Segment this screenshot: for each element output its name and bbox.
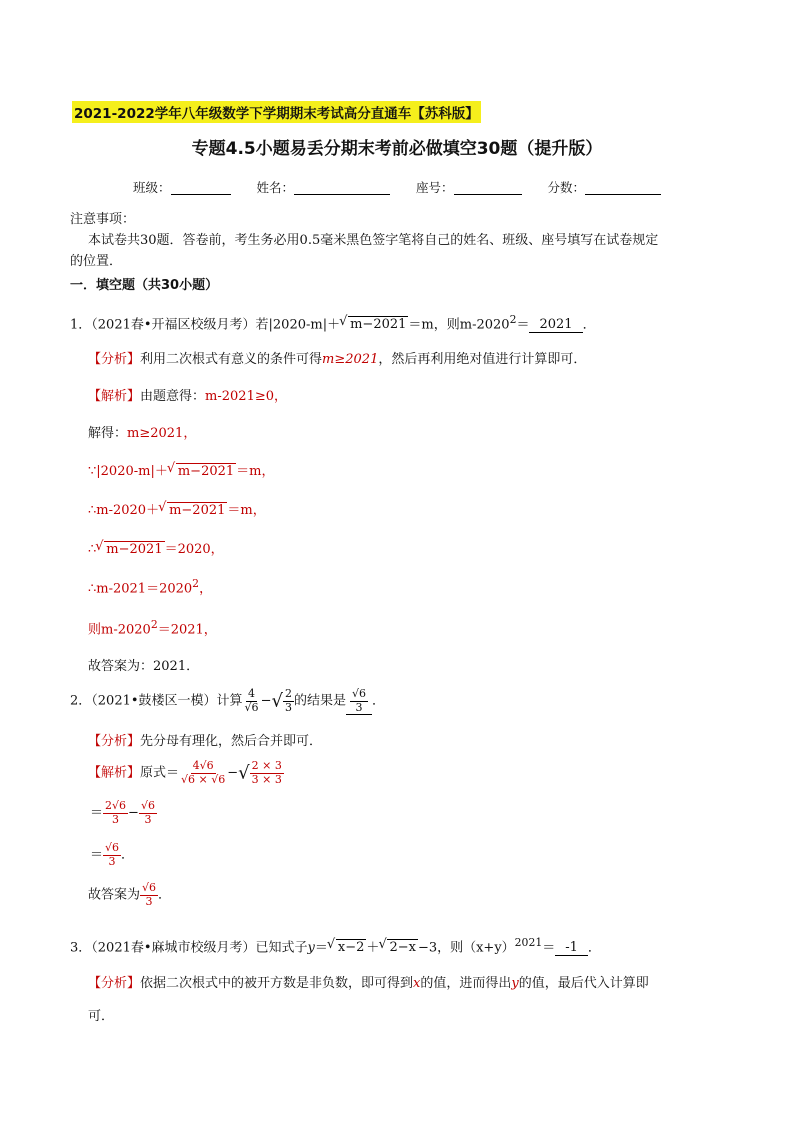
q2-num: 2． xyxy=(70,693,92,709)
q2-l3-num: √6 xyxy=(105,841,120,854)
q3-end: ． xyxy=(587,940,601,956)
q1-s5-radical: √ m−2021 xyxy=(104,541,164,557)
q1-s1: m-2021≥0， xyxy=(205,389,287,404)
page-title: 专题4.5小题易丢分期末考前必做填空30题（提升版） xyxy=(191,139,603,159)
q1-final: 故答案为：2021． xyxy=(88,659,200,674)
q2-frac2 xyxy=(283,688,294,714)
q2-r2-num: 2 × 3 xyxy=(251,759,282,772)
q1-s3-radical: √ m−2021 xyxy=(176,463,236,479)
seat-label: 座号： xyxy=(415,180,454,195)
notice-line1: 本试卷共30题．答卷前，考生务必用0.5毫米黑色签字笔将自己的姓名、班级、座号填写在试卷规定 xyxy=(88,233,659,248)
q1-step2 xyxy=(88,422,196,441)
q2-r2 xyxy=(250,760,284,786)
q2-end: ． xyxy=(371,693,385,709)
q2-l2b-den: 3 xyxy=(144,812,152,826)
q2-l2-num: 2√6 xyxy=(105,799,127,812)
q2-r-minus: − xyxy=(227,765,239,781)
q3-source: （2021春•麻城市校级月考）已知式子 xyxy=(91,940,308,956)
q2-l2b-num: √6 xyxy=(140,799,155,812)
q2-f2-num: 2 xyxy=(284,687,292,700)
q1-eq: ＝ xyxy=(516,317,530,333)
q2-r2-den: 3 × 3 xyxy=(251,772,282,786)
score-label: 分数： xyxy=(547,180,585,195)
q1-s5-pre: ∴ xyxy=(88,542,97,557)
q1-sup: 2 xyxy=(509,313,517,326)
q2-analysis xyxy=(88,730,322,749)
q2-solution-text: 原式＝ xyxy=(140,765,180,781)
q2-l3-den: 3 xyxy=(108,854,116,868)
q1-step6 xyxy=(88,577,212,596)
q1-solution-text: 由题意得： xyxy=(140,389,206,404)
q1-step7 xyxy=(88,618,217,637)
q1-analysis-text: 利用二次根式有意义的条件可得 xyxy=(140,352,323,367)
name-label: 姓名： xyxy=(256,180,294,195)
score-field[interactable] xyxy=(585,182,661,195)
q2-l2b xyxy=(139,800,157,826)
q2-answer xyxy=(346,688,372,715)
q1-analysis-var: m≥2021 xyxy=(322,352,379,367)
q3-tail: −3，则（x+y） xyxy=(417,940,515,956)
q1-mid: ＝m，则m-2020 xyxy=(408,317,510,333)
q1-s4-radical: √ m−2021 xyxy=(167,502,227,518)
q1-step4 xyxy=(88,499,266,518)
q2-final xyxy=(88,882,171,908)
q3-eq2: ＝ xyxy=(542,940,556,956)
q2-r1-den: √6 × √6 xyxy=(181,772,226,786)
question-3 xyxy=(70,936,601,956)
q1-s3-post: ＝m， xyxy=(236,464,275,479)
seat-field[interactable] xyxy=(454,182,522,195)
q3-analysis xyxy=(88,972,649,991)
q2-analysis-text: 先分母有理化，然后合并即可． xyxy=(140,734,323,749)
q3-x: x xyxy=(413,976,421,991)
q1-end: ． xyxy=(582,317,596,333)
notice-label: 注意事项： xyxy=(70,212,136,227)
q3-answer: -1 xyxy=(555,940,588,956)
q1-s7: 则m-2020 xyxy=(88,622,151,638)
q2-radical-sign: √ xyxy=(271,690,283,712)
q1-analysis xyxy=(88,348,586,367)
q2-final-frac xyxy=(140,882,158,908)
q2-analysis-tag: 【分析】 xyxy=(88,734,141,749)
q1-step5 xyxy=(88,538,224,557)
q2-step3 xyxy=(90,842,134,868)
q2-solution-tag: 【解析】 xyxy=(88,765,141,781)
q2-r-radical: √ xyxy=(238,762,250,784)
q2-l2a xyxy=(103,800,128,826)
q1-num: 1． xyxy=(70,317,92,333)
q2-final-end: ． xyxy=(158,887,172,903)
q2-s2-minus: − xyxy=(128,805,139,821)
q2-frac1 xyxy=(243,688,261,714)
q2-ans-num: √6 xyxy=(351,687,366,700)
q2-mid: 的结果是 xyxy=(293,693,346,709)
q1-step3 xyxy=(88,460,274,479)
q3-sup: 2021 xyxy=(514,936,543,949)
q1-s7-end: ＝2021， xyxy=(157,622,217,638)
q1-radical: √ m−2021 xyxy=(348,316,408,332)
q1-s4-post: ＝m， xyxy=(227,503,266,518)
q3-analysis2: 的值，进而得出 xyxy=(420,976,512,991)
q2-l3-end: ． xyxy=(121,847,135,863)
question-2 xyxy=(70,688,385,715)
q3-analysis1: 依据二次根式中的被开方数是非负数，即可得到 xyxy=(140,976,414,991)
q1-s6-end: ， xyxy=(199,581,213,597)
q2-r1 xyxy=(179,760,227,786)
q2-f2-den: 3 xyxy=(284,700,292,714)
q1-s7-sup: 2 xyxy=(150,618,158,631)
q1-solution xyxy=(88,385,287,404)
q3-eq: ＝ xyxy=(314,940,328,956)
q3-analysis3: 的值，最后代入计算即 xyxy=(518,976,649,991)
q1-solution-tag: 【解析】 xyxy=(88,389,141,404)
q1-s4-pre: ∴m-2020＋ xyxy=(88,503,160,518)
q2-final-den: 3 xyxy=(145,894,153,908)
q3-analysis-tag: 【分析】 xyxy=(88,976,141,991)
q1-s3-pre: ∵|2020-m|＋ xyxy=(88,464,168,479)
header-banner: 2021-2022学年八年级数学下学期期末考试高分直通车【苏科版】 xyxy=(72,101,481,123)
q2-r1-num: 4√6 xyxy=(192,759,214,772)
q1-s2: m≥2021， xyxy=(127,426,197,441)
q2-source: （2021•鼓楼区一模）计算 xyxy=(91,693,243,709)
q2-s3-eq: ＝ xyxy=(90,847,104,863)
q3-analysis-cont: 可． xyxy=(88,1009,115,1024)
q1-analysis-end: ，然后再利用绝对值进行计算即可． xyxy=(378,352,587,367)
q3-radical2: √ 2−x xyxy=(387,939,418,955)
q2-ans-den: 3 xyxy=(355,700,363,714)
class-field[interactable] xyxy=(171,182,231,195)
q3-radical1: √ x−2 xyxy=(336,939,367,955)
q2-l3 xyxy=(103,842,121,868)
q2-minus: − xyxy=(260,693,272,709)
q3-yv: y xyxy=(511,976,519,991)
q2-final-text: 故答案为 xyxy=(88,887,141,903)
q2-l2-den: 3 xyxy=(112,812,120,826)
question-1 xyxy=(70,313,596,333)
q2-f1-den: √6 xyxy=(244,700,259,714)
q2-step2 xyxy=(90,800,157,826)
q2-final-num: √6 xyxy=(142,881,157,894)
class-label: 班级： xyxy=(132,180,171,195)
q1-analysis-tag: 【分析】 xyxy=(88,352,141,367)
name-field[interactable] xyxy=(294,182,390,195)
student-info xyxy=(0,178,794,196)
q1-s6: ∴m-2021＝2020 xyxy=(88,581,193,597)
q1-s2-pre: 解得： xyxy=(88,426,128,441)
section-heading: 一．填空题（共30小题） xyxy=(70,278,219,293)
q3-y: y xyxy=(307,940,315,956)
q1-answer: 2021 xyxy=(529,317,582,333)
q3-num: 3． xyxy=(70,940,92,956)
q3-plus: ＋ xyxy=(366,940,380,956)
q2-f1-num: 4 xyxy=(248,687,256,700)
notice-line2: 的位置． xyxy=(70,254,123,269)
q2-s2-eq: ＝ xyxy=(90,805,104,821)
q2-solution xyxy=(88,760,284,786)
q1-s5-post: ＝2020， xyxy=(164,542,224,557)
q1-s6-sup: 2 xyxy=(192,577,200,590)
q1-source: （2021春•开福区校级月考）若|2020-m|＋ xyxy=(91,317,341,333)
